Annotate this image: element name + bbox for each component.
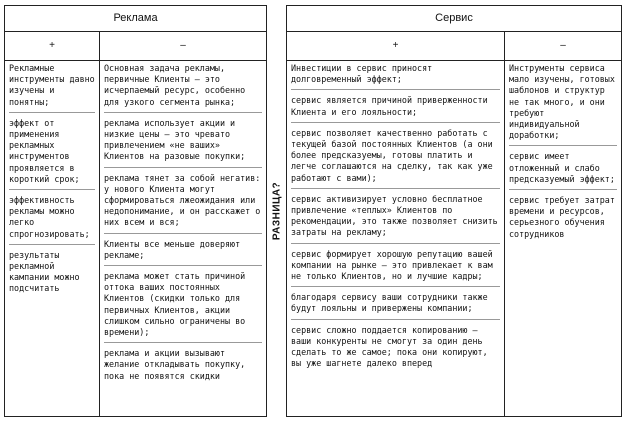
list-item: сервис требует затрат времени и ресурсов, серьезного обучения сотрудников: [509, 195, 615, 239]
list-item: сервис является причиной приверженности Клиента и его лояльности;: [291, 95, 500, 122]
list-item: Клиенты все меньше доверяют рекламе;: [104, 239, 262, 266]
difference-label: РАЗНИЦА?: [271, 181, 282, 241]
service-minus-header: –: [505, 32, 621, 61]
list-item: Инвестиции в сервис приносят долговременный эффект;: [291, 63, 500, 90]
list-item: реклама и акции вызывают желание откладывать покупку, пока не появятся скидки: [104, 348, 246, 381]
list-item: сервис формирует хорошую репутацию вашей компании на рынке — это привлекает к вам не только Клиентов, но и лучшие кадры;: [291, 249, 500, 288]
list-item: реклама тянет за собой негатив: у нового Клиента могут сформироваться лжеожидания или недопонимание, и он расскажет о них всем и вся;: [104, 173, 262, 234]
advertising-plus-header: +: [5, 32, 99, 61]
list-item: реклама может стать причиной оттока ваших постоянных Клиентов (скидки только для первичных Клиентов, акции слишком сильно ограничены во времени);: [104, 271, 262, 343]
list-item: реклама использует акции и низкие цены — это чревато привлечением «не ваших» Клиентов на разовые покупки;: [104, 118, 262, 168]
service-plus-header: +: [287, 32, 504, 61]
list-item: эффективность рекламы можно легко спрогнозировать;: [9, 195, 95, 245]
advertising-minus-header: –: [100, 32, 266, 61]
list-item: сервис активизирует условно бесплатное привлечение «теплых» Клиентов по рекомендации, это также позволяет снизить затраты на рекламу;: [291, 194, 500, 244]
service-plus-column: [287, 61, 504, 416]
service-table: [286, 5, 622, 417]
list-item: эффект от применения рекламных инструментов проявляется в короткий срок;: [9, 118, 95, 190]
advertising-title: Реклама: [5, 6, 266, 32]
service-title: Сервис: [287, 6, 621, 32]
list-item: результаты рекламной кампании можно подсчитать: [9, 249, 80, 294]
list-item: Инструменты сервиса мало изучены, готовых шаблонов и структур не так много, и они требуют индивидуальной доработки;: [509, 63, 617, 146]
list-item: сервис имеет отложенный и слабо предсказуемый эффект;: [509, 151, 617, 190]
list-item: сервис сложно поддается копированию — ваши конкуренты не смогут за один день сделать то же самое; пока они копируют, вы уже шагнете далеко вперед: [291, 324, 488, 369]
list-item: Основная задача рекламы, первичные Клиенты — это исчерпаемый ресурс, особенно для узкого сегмента рынка;: [104, 63, 262, 113]
list-item: Рекламные инструменты давно изучены и понятны;: [9, 63, 95, 113]
advertising-table: [4, 5, 267, 417]
service-minus-column: [505, 61, 621, 416]
advertising-plus-column: [5, 61, 99, 416]
list-item: сервис позволяет качественно работать с текущей базой постоянных Клиентов (а они более предсказуемы, готовы платить и легче соглашаются на сделку, так как уже работают с вами);: [291, 128, 500, 189]
difference-divider: [267, 5, 286, 417]
list-item: благодаря сервису ваши сотрудники также будут лояльны и привержены компании;: [291, 292, 500, 319]
advertising-minus-column: [100, 61, 266, 416]
